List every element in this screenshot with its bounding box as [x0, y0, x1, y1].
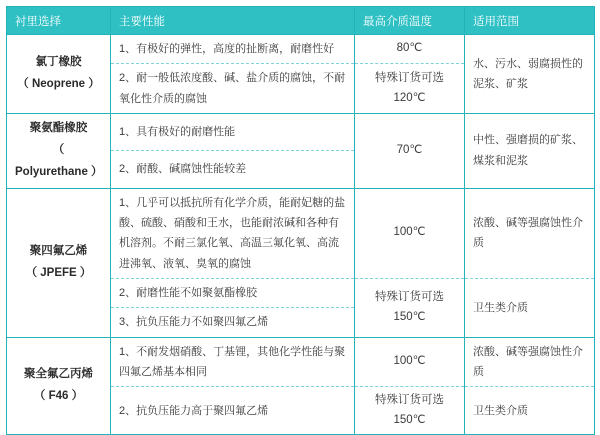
cell-temperature: 70℃ — [355, 114, 465, 189]
cell-scope: 卫生类介质 — [465, 387, 595, 435]
cell-performance: 3、抗负压能力不如聚四氟乙烯 — [111, 308, 355, 337]
column-header-application-scope: 适用范围 — [465, 7, 595, 35]
material-name: 聚氨酯橡胶 — [29, 122, 88, 135]
cell-scope: 水、污水、弱腐损性的泥浆、矿浆 — [465, 35, 595, 114]
table-row — [7, 114, 595, 151]
material-name: 聚全氟乙丙烯 — [24, 368, 93, 381]
cell-performance: 2、耐一般低浓度酸、碱、盐介质的腐蚀，不耐氧化性介质的腐蚀 — [111, 64, 355, 114]
table-row — [7, 188, 595, 278]
cell-performance: 1、几乎可以抵抗所有化学介质，能耐妃糖的盐酸、硫酸、硝酸和王水，也能耐浓碱和各种有机溶剂。不耐三氯化氧、高温三氟化氧、高流进沸氧、液氧、臭氧的腐蚀 — [111, 188, 355, 278]
temperature-value: 150℃ — [393, 413, 426, 426]
material-name-en: （ F46 ） — [33, 390, 84, 403]
temperature-note: 特殊订货可选 — [375, 72, 444, 85]
material-name: 聚四氟乙烯 — [29, 244, 88, 257]
material-name-en: （ Neoprene ） — [17, 78, 100, 91]
lining-selection-table — [6, 6, 595, 435]
cell-material-ptfe — [7, 188, 111, 337]
cell-temperature — [355, 278, 465, 337]
material-name-en: （ Polyurethane ） — [15, 143, 103, 178]
cell-temperature: 100℃ — [355, 337, 465, 387]
cell-scope: 中性、强磨损的矿浆、煤浆和泥浆 — [465, 114, 595, 189]
cell-temperature: 100℃ — [355, 188, 465, 278]
cell-performance: 1、有极好的弹性，高度的扯断离，耐磨性好 — [111, 35, 355, 64]
column-header-max-temperature: 最高介质温度 — [355, 7, 465, 35]
temperature-note: 特殊订货可选 — [375, 394, 444, 407]
cell-temperature: 80℃ — [355, 35, 465, 64]
table-body — [7, 35, 595, 435]
material-name-en: （ JPEFE ） — [25, 266, 92, 279]
column-header-material: 衬里选择 — [7, 7, 111, 35]
cell-temperature — [355, 387, 465, 435]
cell-temperature — [355, 64, 465, 114]
temperature-value: 120℃ — [393, 91, 426, 104]
temperature-value: 150℃ — [393, 310, 426, 323]
temperature-note: 特殊订货可选 — [375, 291, 444, 304]
cell-scope: 卫生类介质 — [465, 278, 595, 337]
table-header — [7, 7, 595, 35]
material-name: 氯丁橡胶 — [35, 56, 82, 69]
cell-performance: 2、耐酸、碱腐蚀性能较差 — [111, 151, 355, 188]
cell-performance: 2、抗负压能力高于聚四氟乙烯 — [111, 387, 355, 435]
cell-material-polyurethane — [7, 114, 111, 189]
cell-performance: 2、耐磨性能不如聚氨酯橡胶 — [111, 278, 355, 307]
cell-material-neoprene — [7, 35, 111, 114]
cell-material-fep — [7, 337, 111, 435]
cell-performance: 1、不耐发烟硝酸、丁基锂，其他化学性能与聚四氟乙烯基本相同 — [111, 337, 355, 387]
cell-performance: 1、具有极好的耐磨性能 — [111, 114, 355, 151]
cell-scope: 浓酸、碱等强腐蚀性介质 — [465, 188, 595, 278]
cell-scope: 浓酸、碱等强腐蚀性介质 — [465, 337, 595, 387]
table-header-row — [7, 7, 595, 35]
table-row — [7, 337, 595, 387]
column-header-performance: 主要性能 — [111, 7, 355, 35]
table-row — [7, 35, 595, 64]
